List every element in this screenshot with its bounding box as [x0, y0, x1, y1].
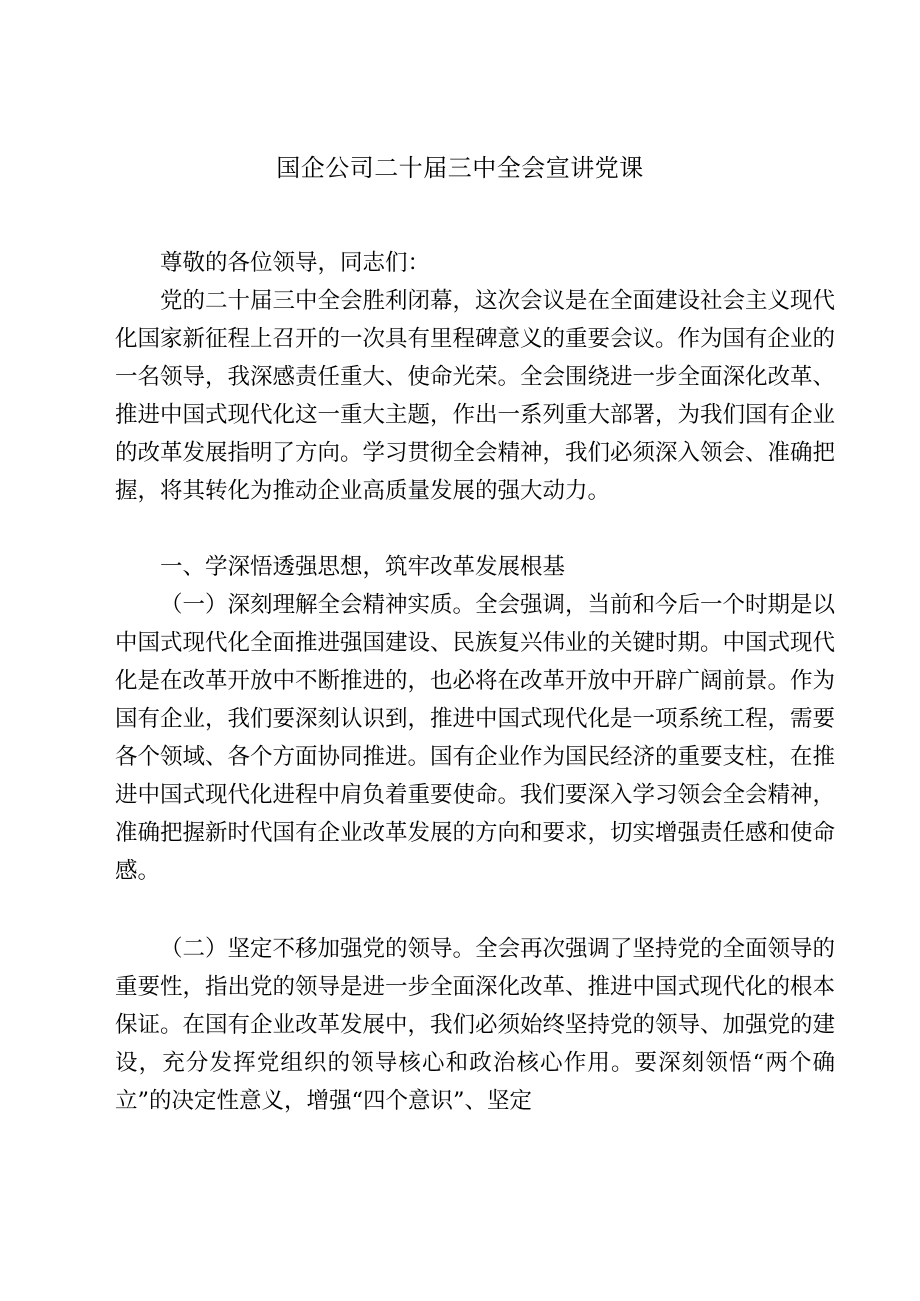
greeting-line: 尊敬的各位领导，同志们：	[160, 250, 431, 276]
document-title: 国企公司二十届三中全会宣讲党课	[276, 154, 644, 182]
section-heading-1: 一、学深悟透强思想，筑牢改革发展根基	[160, 554, 566, 580]
section1-paragraph-1: （一）深刻理解全会精神实质。全会强调，当前和今后一个时期是以中国式现代化全面推进强国建设、民族复兴伟业的关键时期。中国式现代化是在改革开放中不断推进的，也必将在改革开放中开辟广阔前景。作为国有企业，我们要深刻认识到，推进中国式现代化是一项系统工程，需要各个领域、各个方面协同推进。国有企业作为国民经济的重要支柱，在推进中国式现代化进程中肩负着重要使命。我们要深入学习领会全会精神，准确把握新时代国有企业改革发展的方向和要求，切实增强责任感和使命感。	[115, 592, 836, 884]
intro-paragraph: 党的二十届三中全会胜利闭幕，这次会议是在全面建设社会主义现代化国家新征程上召开的一次具有里程碑意义的重要会议。作为国有企业的一名领导，我深感责任重大、使命光荣。全会围绕进一步全面深化改革、推进中国式现代化这一重大主题，作出一系列重大部署，为我们国有企业的改革发展指明了方向。学习贯彻全会精神，我们必须深入领会、准确把握，将其转化为推动企业高质量发展的强大动力。	[115, 288, 836, 504]
section1-paragraph-2: （二）坚定不移加强党的领导。全会再次强调了坚持党的全面领导的重要性，指出党的领导是进一步全面深化改革、推进中国式现代化的根本保证。在国有企业改革发展中，我们必须始终坚持党的领导、加强党的建设，充分发挥党组织的领导核心和政治核心作用。要深刻领悟“两个确立”的决定性意义，增强“四个意识”、坚定	[115, 936, 836, 1114]
